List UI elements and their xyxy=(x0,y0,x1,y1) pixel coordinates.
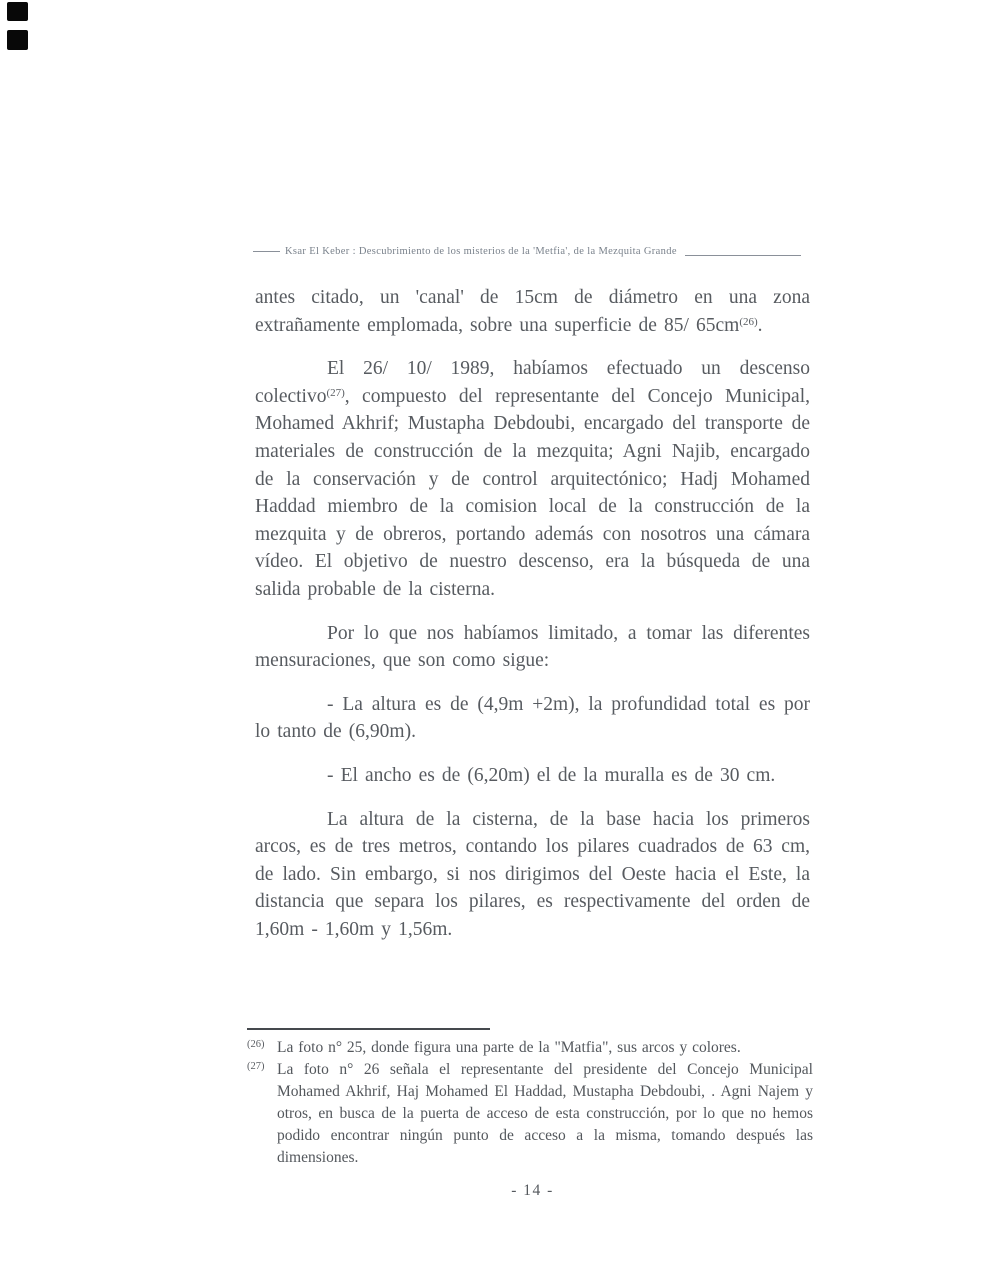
paragraph-text: - El ancho es de (6,20m) el de la muralla es de 30 cm. xyxy=(327,764,776,786)
paragraph-text: El 26/ 10/ 1989, habíamos efectuado un descenso colectivo xyxy=(255,358,810,407)
paragraph xyxy=(255,355,810,603)
paragraph xyxy=(255,806,810,944)
footnotes-separator xyxy=(247,1028,490,1030)
footnote-item xyxy=(247,1037,813,1059)
header-rule-left xyxy=(253,251,280,252)
paragraph-text: - La altura es de (4,9m +2m), la profundidad total es por lo tanto de (6,90m). xyxy=(255,693,810,743)
paragraph-text: La altura de la cisterna, de la base hacia los primeros arcos, es de tres metros, contando los pilares cuadrados de 63 cm, de lado. Sin embargo, si nos dirigimos del Oeste hacia el Este, la distancia que separa los pilares, es respectivamente del orden de 1,60m - 1,60m y 1,56m. xyxy=(255,808,810,940)
footnotes-section xyxy=(247,1028,813,1169)
scan-artifact-mark-bottom xyxy=(7,30,28,50)
paragraph xyxy=(255,284,810,339)
footnote-text: La foto n° 25, donde figura una parte de la "Matfia", sus arcos y colores. xyxy=(277,1039,741,1056)
scan-artifact-mark-top xyxy=(7,2,28,21)
footnote-ref-27: (27) xyxy=(326,386,345,399)
footnote-text: La foto n° 26 señala el representante del presidente del Concejo Municipal Mohamed Akhrif, Haj Mohamed El Haddad, Mustapha Debdoubi, . Agni Najem y otros, en busca de la puerta de acceso de esta construcción, por lo que no hemos podido encontrar ningún punto de acceso a la misma, tomando después las dimensiones. xyxy=(277,1061,813,1166)
paragraph xyxy=(255,691,810,746)
paragraph-text: , compuesto del representante del Concejo Municipal, Mohamed Akhrif; Mustapha Debdoubi, encargado del transporte de materiales de construcción de la mezquita; Agni Najib, encargado de la conservación y de control arquitectónico; Hadj Mohamed Haddad miembro de la comision local de la construcción de la mezquita y de obreros, portando además con nosotros una cámara vídeo. El objetivo de nuestro descenso, era la búsqueda de una salida probable de la cisterna. xyxy=(255,385,810,600)
footnote-marker: (26) xyxy=(247,1039,265,1050)
running-header xyxy=(253,246,813,257)
running-header-title: Ksar El Keber : Descubrimiento de los misterios de la 'Metfia', de la Mezquita Grande xyxy=(285,246,677,257)
body-text xyxy=(255,284,810,959)
footnote-item xyxy=(247,1059,813,1169)
footnote-marker: (27) xyxy=(247,1061,265,1072)
paragraph-text: antes citado, un 'canal' de 15cm de diámetro en una zona extrañamente emplomada, sobre una superficie de 85/ 65cm xyxy=(255,287,810,336)
paragraph xyxy=(255,620,810,675)
header-rule-right xyxy=(685,255,801,256)
paragraph xyxy=(255,762,810,790)
paragraph-text: Por lo que nos habíamos limitado, a tomar las diferentes mensuraciones, que son como sigue: xyxy=(255,622,810,672)
paragraph-text: . xyxy=(757,314,763,336)
page-number: - 14 - xyxy=(511,1182,554,1199)
footnote-ref-26: (26) xyxy=(739,315,758,328)
